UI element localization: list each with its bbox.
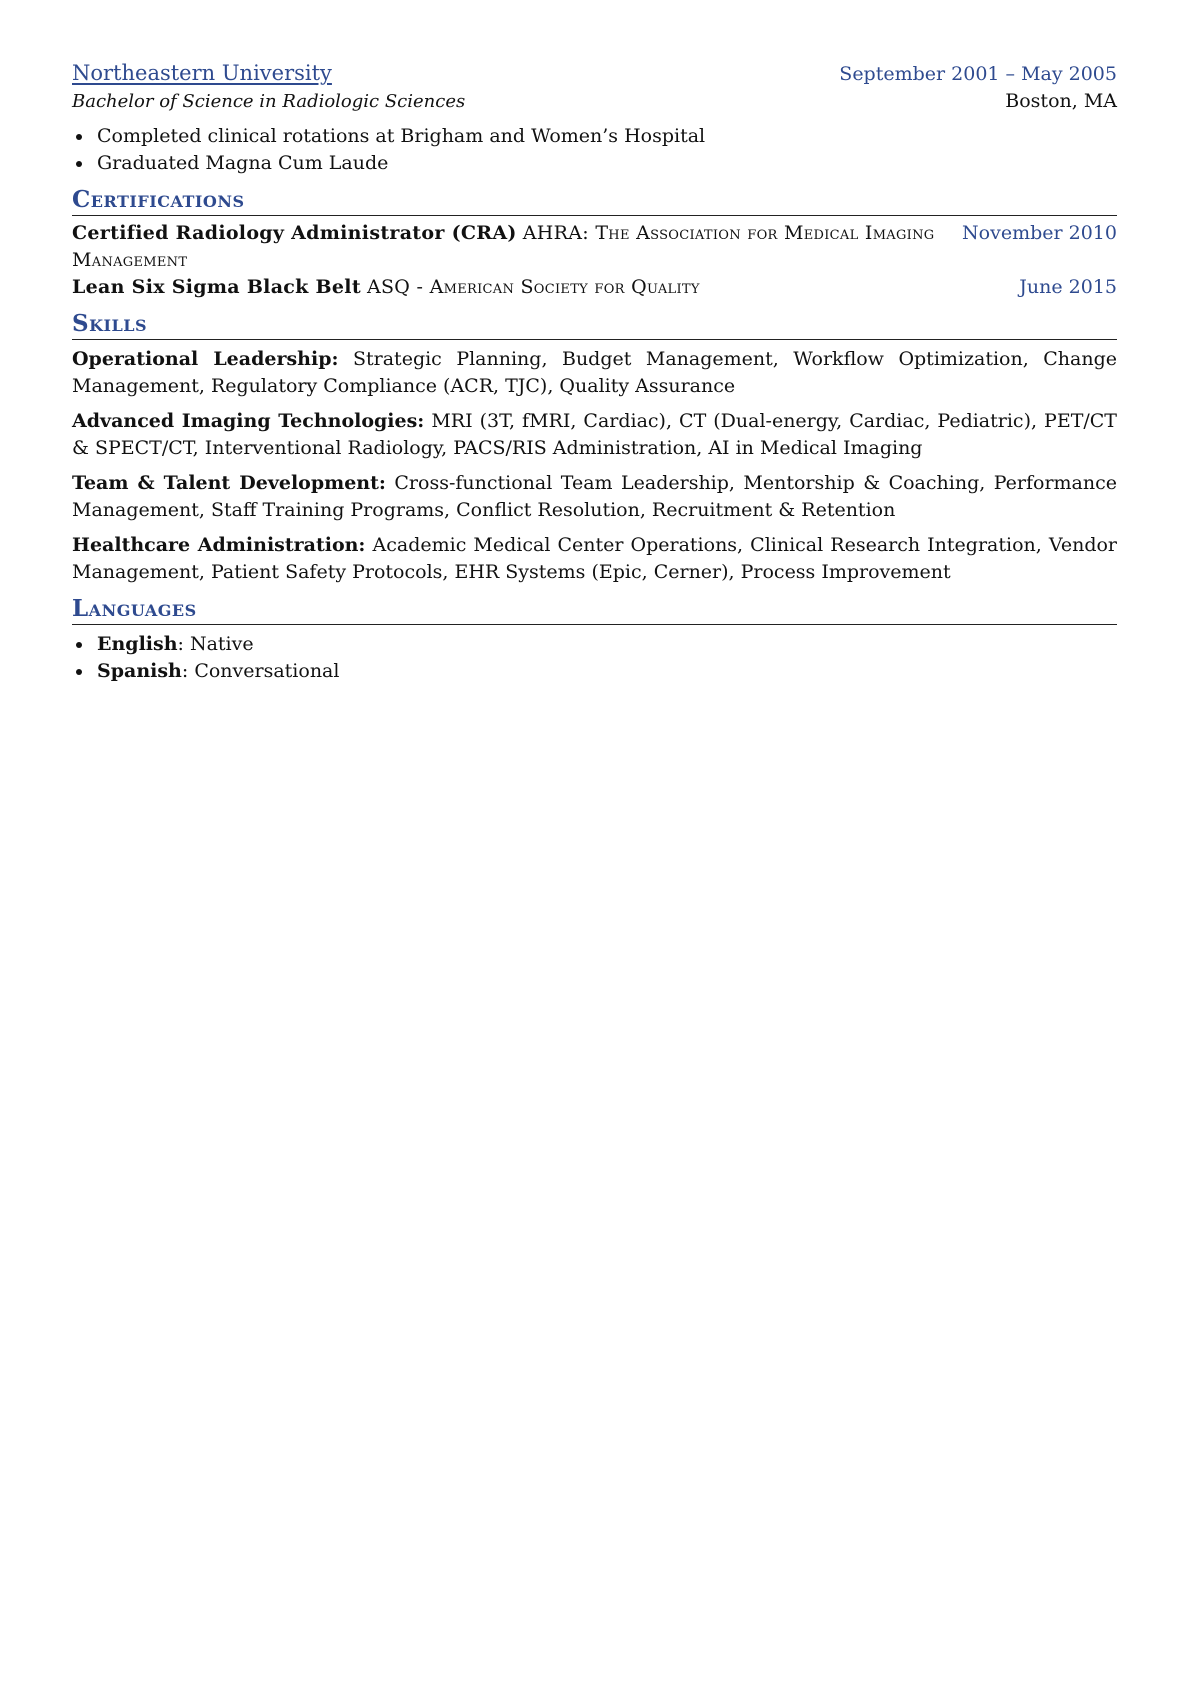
education-dates: September 2001 – May 2005 (839, 63, 1117, 85)
certification-date: November 2010 (962, 222, 1117, 244)
certification-text (72, 220, 962, 274)
skill-group-text: Academic Medical Center Operations, Clinical Research Integration, Vendor Management, Patient Safety Protocols, EHR Systems (Epic, Cerner), Process Improvement (72, 534, 1118, 583)
certification-name: Lean Six Sigma Black Belt (72, 276, 361, 298)
skill-group (72, 532, 1117, 586)
education-header-row (72, 60, 1117, 88)
certification-org: AHRA: The Association for Medical Imaging Management (72, 222, 935, 271)
skill-group-label: Operational Leadership: (72, 348, 339, 370)
education-location: Boston, MA (1005, 90, 1117, 112)
certification-entry (72, 274, 1117, 301)
list-item (72, 631, 1117, 658)
certification-date: June 2015 (1019, 276, 1117, 298)
certifications-list (72, 220, 1117, 301)
certification-name: Certified Radiology Administrator (CRA) (72, 222, 517, 244)
school-name-link[interactable]: Northeastern University (72, 61, 332, 85)
languages-heading: Languages (72, 594, 1117, 625)
certification-text (72, 274, 1019, 301)
education-subheader-row (72, 88, 1117, 115)
skill-group (72, 470, 1117, 524)
skills-heading: Skills (72, 309, 1117, 340)
resume-page (72, 60, 1117, 685)
language-level: : Native (177, 633, 254, 655)
skill-group-label: Healthcare Administration: (72, 534, 366, 556)
list-item: Completed clinical rotations at Brigham and Women’s Hospital (72, 123, 1117, 150)
degree: Bachelor of Science in Radiologic Sciences (72, 91, 466, 112)
skill-group-text: MRI (3T, fMRI, Cardiac), CT (Dual-energy, Cardiac, Pediatric), PET/CT & SPECT/CT, Interventional Radiology, PACS/RIS Administration, AI in Medical Imaging (72, 410, 1117, 459)
language-name: Spanish (97, 660, 182, 682)
list-item: Graduated Magna Cum Laude (72, 150, 1117, 177)
certification-entry (72, 220, 1117, 274)
skill-group-text: Cross-functional Team Leadership, Mentorship & Coaching, Performance Management, Staff Training Programs, Conflict Resolution, Recruitment & Retention (72, 472, 1118, 521)
languages-list (72, 631, 1117, 685)
skill-group-label: Advanced Imaging Technologies: (72, 410, 425, 432)
skill-group (72, 346, 1117, 400)
certification-org: ASQ - American Society for Quality (366, 276, 700, 298)
skills-list (72, 346, 1117, 586)
language-level: : Conversational (181, 660, 340, 682)
education-bullets (72, 123, 1117, 177)
certifications-heading: Certifications (72, 185, 1117, 216)
skill-group (72, 408, 1117, 462)
list-item (72, 658, 1117, 685)
skill-group-label: Team & Talent Development: (72, 472, 386, 494)
skill-group-text: Strategic Planning, Budget Management, Workflow Optimization, Change Management, Regulatory Compliance (ACR, TJC), Quality Assurance (72, 348, 1117, 397)
language-name: English (97, 633, 178, 655)
education-entry (72, 60, 1117, 177)
